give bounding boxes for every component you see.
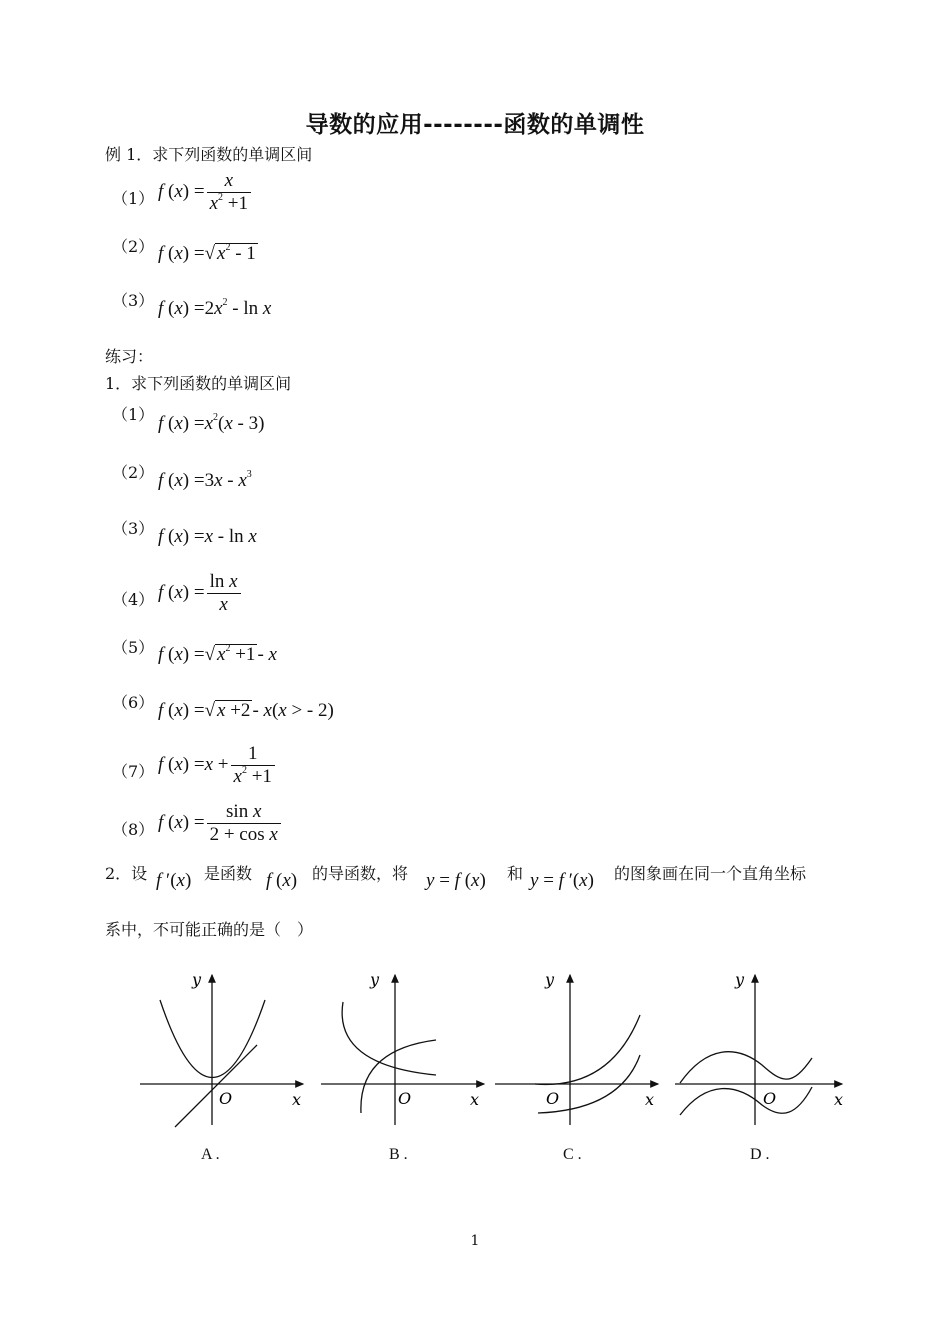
q2-text-a: 2．设: [105, 864, 148, 883]
graph-b-x-label: x: [470, 1090, 480, 1109]
graph-d: [672, 965, 850, 1140]
q1-formula-8: f (x) = $\frac{\text{sin x}}{\text{2 + cos x}}$: [158, 801, 283, 846]
q2-fprime: f ′(x): [156, 870, 192, 891]
q1-formula-2: f $(x) =3x - x^3$: [158, 469, 252, 491]
option-a-label: A .: [201, 1146, 220, 1163]
example-formula-1: f (x) = $\frac{x}{x^2 +1}$: [158, 170, 253, 215]
graph-d-y-label: y: [735, 970, 745, 989]
q1-item-label: （2）: [112, 463, 155, 482]
q2-y-eq-f: y = f (x): [426, 870, 486, 891]
option-b-label: B .: [389, 1146, 408, 1163]
q1-item-label: （4）: [112, 590, 155, 609]
graph-d-x-label: x: [834, 1090, 844, 1109]
q1-formula-7: f (x) =x + $\frac{1}{x^2 +1}$: [158, 743, 277, 788]
graph-a-x-label: x: [292, 1090, 302, 1109]
practice-label: 练习：: [105, 347, 154, 366]
q1-item-label: （8）: [112, 820, 155, 839]
question1-heading: 1．求下列函数的单调区间: [105, 374, 292, 393]
q1-formula-3: f (x) =x - ln x: [158, 526, 257, 547]
q1-formula-6: f (x) =√ x +2 - x(x > - 2): [158, 700, 334, 721]
graph-a-origin: O: [219, 1089, 233, 1108]
q2-text-e: 的图象画在同一个直角坐标: [614, 864, 807, 883]
q2-y-eq-fprime: y = f ′(x): [530, 870, 594, 891]
example-heading: 例 1．求下列函数的单调区间: [105, 145, 313, 164]
graph-c-origin: O: [546, 1089, 560, 1108]
option-d-label: D .: [750, 1146, 770, 1163]
graph-d-origin: O: [763, 1089, 777, 1108]
q2-f: f (x): [266, 870, 298, 891]
q1-item-label: （6）: [112, 693, 155, 712]
example-item-label: （1）: [112, 189, 155, 208]
example-formula-3: f $(x) =2x^2 - \ln x$: [158, 297, 272, 319]
example-item-label: （2）: [112, 237, 155, 256]
graph-b-y-label: y: [370, 970, 380, 989]
graph-b: [318, 965, 493, 1140]
q2-text-b: 是函数: [204, 864, 253, 883]
example-formula-2: f (x) =√ $x^2 - 1$: [158, 242, 256, 264]
q1-item-label: （7）: [112, 762, 155, 781]
graph-a-y-label: y: [192, 970, 202, 989]
graph-a: [135, 965, 310, 1140]
q1-formula-4: f (x) = $\frac{\text{ln x}}{x}$: [158, 571, 243, 616]
graph-b-origin: O: [398, 1089, 412, 1108]
page-number: 1: [470, 1233, 480, 1249]
graph-c-y-label: y: [545, 970, 555, 989]
q1-item-label: （5）: [112, 638, 155, 657]
graph-c-x-label: x: [645, 1090, 655, 1109]
q1-formula-5: f (x) =√ $x^2 +1 - x$: [158, 643, 277, 665]
q1-formula-1: f $(x) =x^2(x - 3)$: [158, 412, 265, 434]
graph-c: [490, 965, 665, 1140]
q2-text-d: 和: [507, 864, 524, 883]
q1-item-label: （1）: [112, 405, 155, 424]
page-title: 导数的应用--------函数的单调性: [305, 112, 645, 138]
q2-text-line2: 系中，不可能正确的是（ ）: [105, 920, 314, 939]
option-c-label: C .: [563, 1146, 582, 1163]
example-item-label: （3）: [112, 291, 155, 310]
q1-item-label: （3）: [112, 519, 155, 538]
q2-text-c: 的导函数，将: [312, 864, 409, 883]
